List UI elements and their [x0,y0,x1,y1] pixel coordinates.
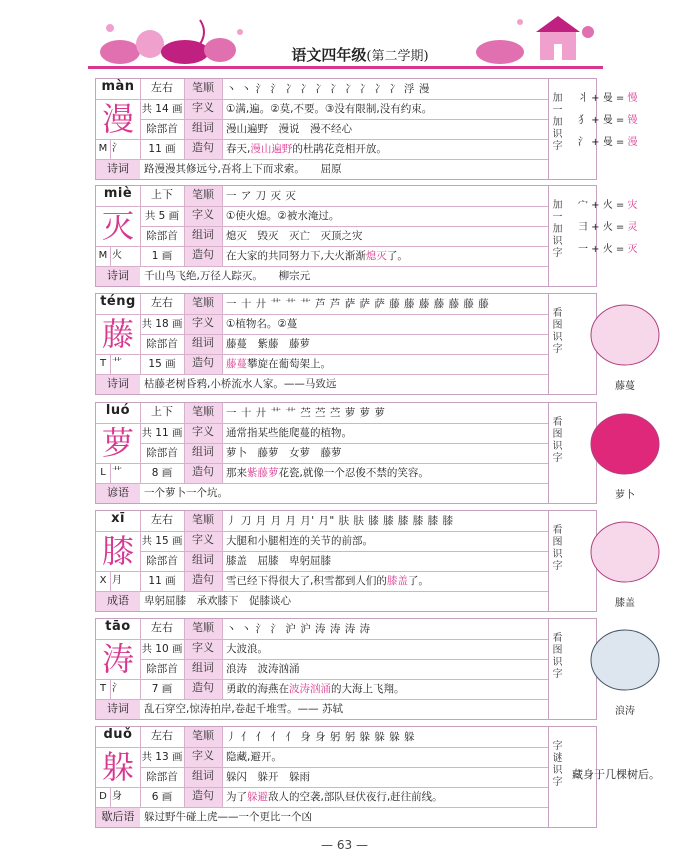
sentence-label: 造句 [184,354,222,374]
radical-desc: 除部首 [146,123,178,135]
side-label [548,403,566,503]
remaining-strokes: 6 画 [151,791,173,803]
index-info [96,463,140,483]
side-label [548,186,566,286]
riddle-text: 藏身于几棵树后。 [572,768,660,781]
character: 灭 [101,207,134,245]
side-label-char: 识 [552,657,563,668]
page-number: — 63 — [321,838,368,852]
side-label [548,619,566,719]
side-label-char: 字 [552,344,563,355]
radical-desc: 除部首 [146,230,178,242]
sentence-post: 敌人的空袭,部队昼伏夜行,赶往前线。 [268,791,443,803]
stroke-count: 共 10 画 [141,643,183,655]
strokes-label: 笔顺 [184,727,222,747]
pinyin: duǒ [103,727,133,742]
sentence-highlight: 躲避 [247,791,268,803]
sentence-highlight: 波涛汹涌 [289,683,331,695]
stroke-count: 共 11 画 [141,427,183,439]
words: 膝盖 屈膝 卑躬屈膝 [226,555,331,567]
index-letter: X [99,575,107,586]
formula: 一 + 火 = 灭 [578,244,638,255]
strokes-label: 笔顺 [184,186,222,206]
character-entry-6 [95,618,597,720]
sentence-highlight: 漫山遍野 [250,143,293,155]
strokes-label: 笔顺 [184,619,222,639]
entry-right-panel [566,297,684,393]
sentence-pre: 为了 [226,791,247,803]
meaning: 通常指某些能爬蔓的植物。 [226,427,352,439]
sentence [226,139,546,159]
side-label [548,79,566,179]
index-radical: 氵 [112,683,122,694]
character-entry-2 [95,185,597,287]
remaining-strokes: 7 画 [151,683,173,695]
side-label-char: 字 [552,561,563,572]
bottom-label: 诗词 [96,699,140,719]
side-label-char: 字 [552,248,563,259]
words: 躲闪 躲开 躲雨 [226,771,310,783]
sentence-post: 攀旋在葡萄架上。 [247,358,331,370]
words-label: 组词 [184,334,222,354]
illustration-caption: 萝卜 [615,490,635,501]
index-radical: 艹 [112,358,122,369]
strokes-label: 笔顺 [184,79,222,99]
bottom-text: 枯藤老树昏鸦,小桥流水人家。——马致远 [144,378,337,390]
meaning-label: 字义 [184,206,222,226]
side-label-char: 字 [552,141,563,152]
entry-right-panel [566,622,684,718]
words: 熄灭 毁灭 灭亡 灭顶之灾 [226,230,363,242]
index-letter: D [99,791,107,802]
side-label-char: 加 [552,224,563,235]
index-radical: 月 [112,575,122,586]
sentence-post: 的杜鹃花竞相开放。 [292,143,387,155]
side-label-char: 识 [552,129,563,140]
side-label-char: 一 [552,212,563,223]
words-label: 组词 [184,443,222,463]
character-entry-5 [95,510,597,612]
structure: 左右 [151,729,173,742]
index-info [96,246,140,266]
pinyin: miè [103,186,133,201]
stroke-count: 共 14 画 [141,103,183,115]
character-entry-4 [95,402,597,504]
side-label-char: 看 [552,633,563,644]
index-info [96,571,140,591]
sentence [226,354,546,374]
structure: 左右 [151,296,173,309]
words-label: 组词 [184,551,222,571]
meaning-label: 字义 [184,314,222,334]
strokes-label: 笔顺 [184,511,222,531]
side-label-char: 看 [552,525,563,536]
sentence-pre: 在大家的共同努力下,大火渐渐 [226,250,366,262]
side-label-char: 识 [552,765,563,776]
formula: 彐 + 火 = 灵 [578,222,638,233]
meaning-label: 字义 [184,639,222,659]
character-entry-1 [95,78,597,180]
side-label [548,727,566,827]
strokes-label: 笔顺 [184,403,222,423]
index-info [96,679,140,699]
sentence-label: 造句 [184,246,222,266]
sentence-highlight: 熄灭 [365,250,387,262]
sentence-pre: 勇敢的海燕在 [226,683,289,695]
illustration-image [570,408,680,480]
character-entry-7 [95,726,597,828]
index-letter: T [99,358,107,369]
entry-right-panel [566,730,684,826]
entry-right-panel [566,514,684,610]
words-label: 组词 [184,659,222,679]
sentence-post: 的大海上飞翔。 [331,683,405,695]
side-label-char: 加 [552,117,563,128]
index-radical: 艹 [112,467,122,478]
stroke-order: 一 ア 刀 灭 灭 [226,190,297,202]
sentence-post: 了。 [386,250,408,262]
character: 漫 [101,100,134,138]
meaning: ①使火熄。②被水淹过。 [226,210,340,222]
structure: 左右 [151,621,173,634]
side-label-char: 识 [552,549,563,560]
side-label-char: 识 [552,441,563,452]
stroke-count: 共 15 画 [141,535,183,547]
bottom-label: 诗词 [96,266,140,286]
bottom-label: 诗词 [96,374,140,394]
sentence-label: 造句 [184,463,222,483]
side-label-char: 识 [552,236,563,247]
character: 萝 [101,424,134,462]
side-label-char: 谜 [552,753,563,764]
radical-desc: 除部首 [146,663,178,675]
radical-desc: 除部首 [146,771,178,783]
bottom-label: 谚语 [96,483,140,503]
structure: 上下 [151,188,173,201]
words-label: 组词 [184,226,222,246]
stroke-order: 丶 丶 氵 氵 冫 冫 冫 冫 冫 冫 冫 冫 浮 漫 [226,83,430,95]
side-label-char: 识 [552,332,563,343]
bottom-label: 诗词 [96,159,140,179]
entry-right-panel [566,406,684,502]
character-entry-3 [95,293,597,395]
words: 漫山遍野 漫说 漫不经心 [226,123,352,135]
bottom-text: 路漫漫其修远兮,吾将上下而求索。 屈原 [144,163,342,175]
formula: 丬 + 曼 = 慢 [578,93,638,104]
bottom-text: 千山鸟飞绝,万径人踪灭。 柳宗元 [144,270,311,282]
sentence-highlight: 紫藤萝 [247,467,279,479]
meaning: ①满,遍。②莫,不要。③没有限制,没有约束。 [226,103,433,115]
radical-desc: 除部首 [146,338,178,350]
character: 膝 [101,532,134,570]
index-info [96,787,140,807]
index-letter: M [98,250,108,261]
meaning-label: 字义 [184,531,222,551]
index-radical: 身 [112,791,122,802]
side-label [548,294,566,394]
stroke-count: 共 18 画 [141,318,183,330]
character: 涛 [101,640,134,678]
meaning: 大腿和小腿相连的关节的前部。 [226,535,373,547]
remaining-strokes: 1 画 [151,250,173,262]
pinyin: tāo [105,619,131,634]
strokes-label: 笔顺 [184,294,222,314]
stroke-count: 共 5 画 [144,210,180,222]
formula: 犭 + 曼 = 镘 [578,115,638,126]
side-label-char: 看 [552,308,563,319]
side-label-char: 看 [552,417,563,428]
formula: 宀 + 火 = 灾 [578,200,638,211]
sentence-pre: 雪已经下得很大了,积雪都到人们的 [226,575,387,587]
radical-desc: 除部首 [146,555,178,567]
illustration-image [570,624,680,696]
remaining-strokes: 8 画 [151,467,173,479]
page-title: 语文四年级(第二学期) [291,46,429,64]
sentence-label: 造句 [184,787,222,807]
illustration-image [570,299,680,371]
sentence-post: 花瓷,就像一个忍俊不禁的笑容。 [278,467,429,479]
meaning-label: 字义 [184,747,222,767]
sentence-label: 造句 [184,139,222,159]
pinyin: luó [105,403,131,418]
stroke-order: 一 十 廾 艹 艹 艹 芦 芦 萨 萨 萨 藤 藤 藤 藤 藤 藤 藤 [226,298,490,310]
remaining-strokes: 15 画 [148,358,176,370]
structure: 上下 [151,405,173,418]
bottom-text: 乱石穿空,惊涛拍岸,卷起千堆雪。—— 苏轼 [144,703,344,715]
bottom-text: 躲过野牛碰上虎——一个更比一个凶 [144,811,312,823]
index-letter: L [100,467,106,478]
bottom-text: 卑躬屈膝 承欢膝下 促膝谈心 [144,595,291,607]
page-header [0,0,689,76]
side-label-char: 图 [552,320,563,331]
header-rule [88,66,603,69]
sentence-highlight: 藤蔓 [226,358,247,370]
meaning: ①植物名。②蔓 [226,318,298,330]
character: 藤 [101,315,134,353]
index-radical: 火 [112,250,122,261]
bottom-label: 歇后语 [96,807,140,827]
index-info [96,139,140,159]
side-label-char: 字 [552,741,563,752]
words: 藤蔓 紫藤 藤萝 [226,338,310,350]
index-letter: M [98,143,108,154]
side-label [548,511,566,611]
sentence [226,571,546,591]
side-label-char: 字 [552,669,563,680]
side-label-char: 一 [552,105,563,116]
sentence-pre: 春天, [226,143,251,155]
pinyin: màn [101,79,135,94]
illustration-image [570,516,680,588]
side-label-char: 加 [552,93,563,104]
decorative-flowers-left [90,14,260,66]
words-label: 组词 [184,119,222,139]
sentence [226,787,546,807]
stroke-order: 丿 亻 亻 亻 亻 身 身 躬 躬 躲 躲 躲 躲 [226,731,416,743]
sentence [226,679,546,699]
side-label-char: 加 [552,200,563,211]
sentence-highlight: 膝盖 [386,575,408,587]
entry-right-panel [566,189,684,291]
stroke-order: 丿 刀 月 月 月 月' 月" 肤 肤 膝 膝 膝 膝 膝 膝 [226,515,454,527]
pinyin: xī [111,511,125,526]
remaining-strokes: 11 画 [148,143,176,155]
bottom-text: 一个萝卜一个坑。 [144,487,228,499]
side-label-char: 字 [552,453,563,464]
bottom-label: 成语 [96,591,140,611]
meaning-label: 字义 [184,423,222,443]
words: 浪涛 波涛汹涌 [226,663,300,675]
meaning: 隐藏,避开。 [226,751,282,763]
index-letter: T [99,683,107,694]
sentence [226,463,546,483]
meaning: 大波浪。 [226,643,268,655]
illustration-caption: 浪涛 [615,706,635,717]
character: 躲 [101,748,134,786]
words-label: 组词 [184,767,222,787]
sentence-post: 了。 [407,575,429,587]
stroke-order: 一 十 廾 艹 艹 苎 苎 苎 萝 萝 萝 [226,407,386,419]
meaning-label: 字义 [184,99,222,119]
sentence-label: 造句 [184,679,222,699]
words: 萝卜 藤萝 女萝 藤萝 [226,447,342,459]
radical-desc: 除部首 [146,447,178,459]
illustration-caption: 膝盖 [615,598,635,609]
side-label-char: 图 [552,537,563,548]
side-label-char: 图 [552,429,563,440]
side-label-char: 图 [552,645,563,656]
index-info [96,354,140,374]
illustration-caption: 藤蔓 [615,381,635,392]
structure: 左右 [151,513,173,526]
remaining-strokes: 11 画 [148,575,176,587]
stroke-count: 共 13 画 [141,751,183,763]
sentence-label: 造句 [184,571,222,591]
entry-right-panel [566,82,684,184]
formula: 氵 + 曼 = 漫 [578,137,638,148]
structure: 左右 [151,81,173,94]
sentence [226,246,546,266]
index-radical: 氵 [112,143,122,154]
decorative-house-right [470,12,600,66]
side-label-char: 字 [552,777,563,788]
stroke-order: 丶 丶 氵 氵 沪 沪 涛 涛 涛 涛 [226,623,371,635]
sentence-pre: 那来 [226,467,247,479]
pinyin: téng [100,294,136,309]
